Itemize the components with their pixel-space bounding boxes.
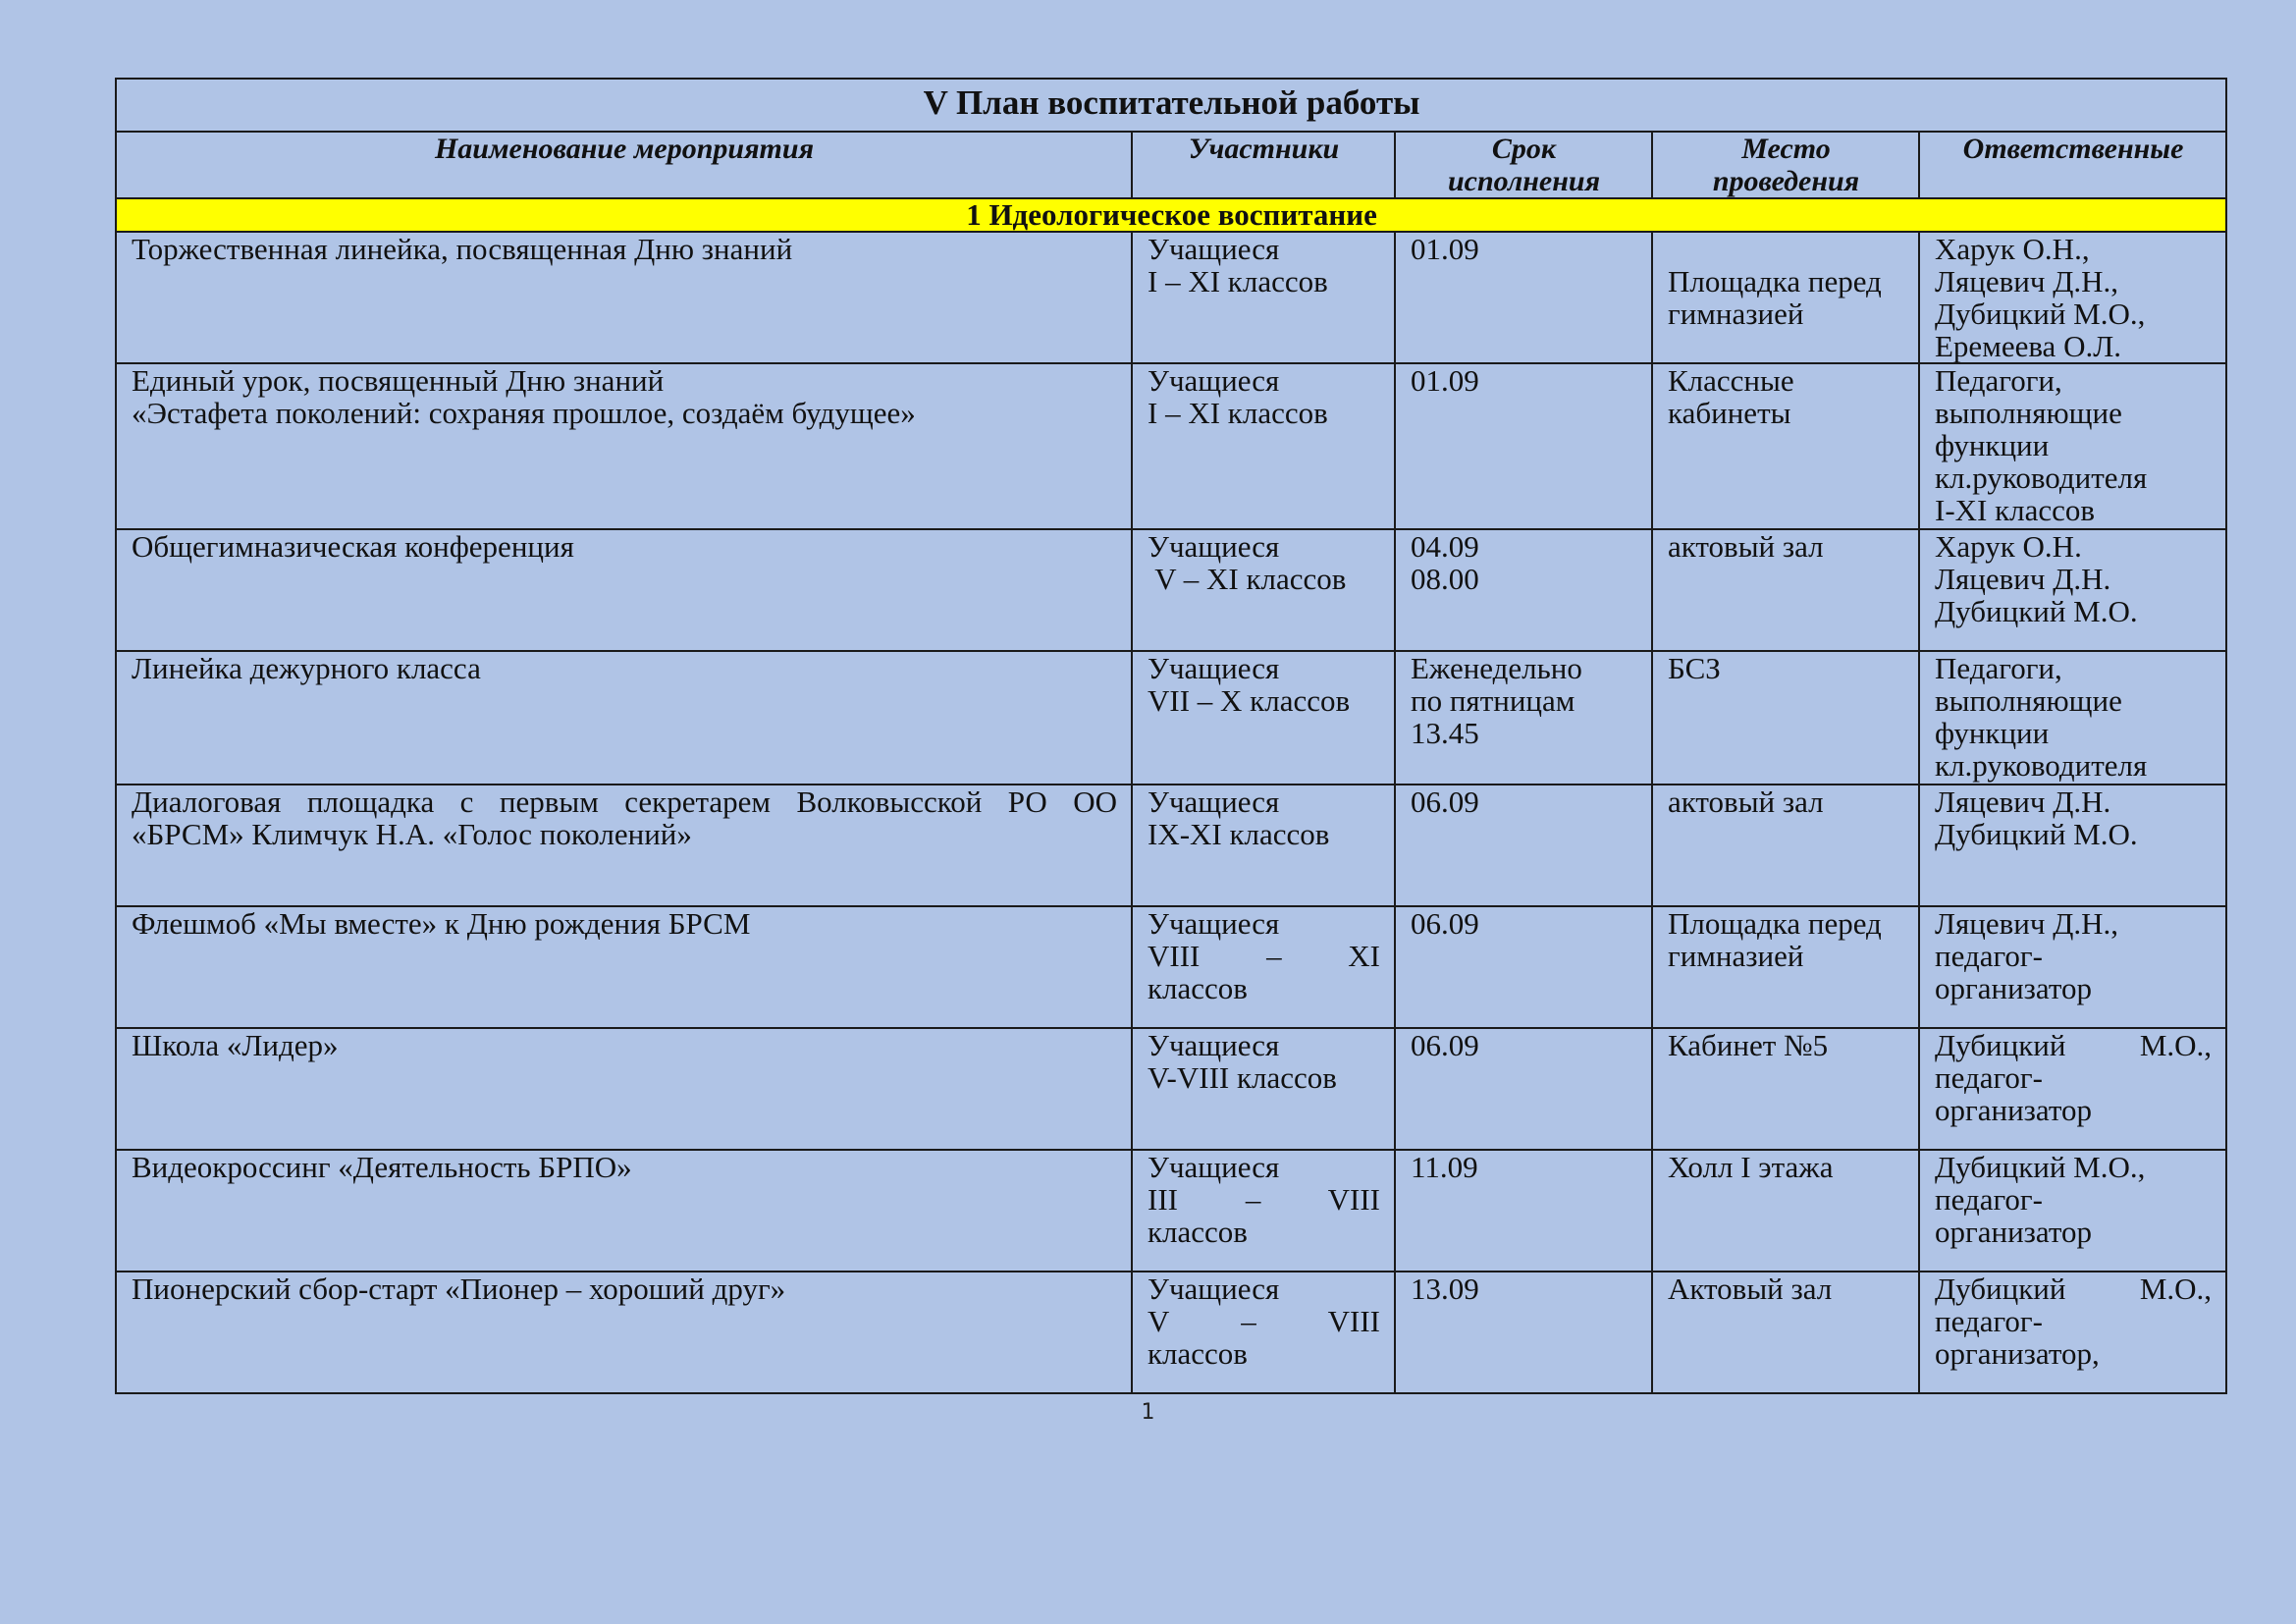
table-row [116, 232, 2226, 363]
place-line: Классные [1668, 363, 1794, 398]
responsible-cell [1919, 1272, 2226, 1393]
header-responsible [1919, 132, 2226, 198]
table-row [116, 1272, 2226, 1393]
participants-line: классов [1148, 1336, 1248, 1371]
deadline-cell [1395, 232, 1652, 363]
responsible-line: Ляцевич Д.Н. [1935, 562, 2111, 596]
event-line: Видеокроссинг «Деятельность БРПО» [132, 1150, 632, 1184]
header-row [116, 132, 2226, 198]
place-cell [1652, 363, 1919, 529]
deadline-line: 06.09 [1411, 906, 1479, 941]
responsible-line: Харук О.Н., [1935, 232, 2090, 266]
place-line: Актовый зал [1668, 1272, 1833, 1306]
responsible-cell [1919, 651, 2226, 785]
event-cell [116, 529, 1132, 651]
place-line: актовый зал [1668, 529, 1824, 564]
header-place [1652, 132, 1919, 198]
event-line: Торжественная линейка, посвященная Дню знаний [132, 232, 793, 266]
event-cell [116, 1028, 1132, 1150]
responsible-line: Дубицкий М.О. [1935, 817, 2138, 851]
event-cell [116, 1272, 1132, 1393]
deadline-line: 08.00 [1411, 562, 1479, 596]
responsible-cell [1919, 232, 2226, 363]
participants-cell [1132, 651, 1395, 785]
responsible-line: педагог- [1935, 1304, 2043, 1338]
deadline-cell [1395, 363, 1652, 529]
responsible-line: организатор [1935, 1093, 2092, 1127]
responsible-line: Педагоги, [1935, 651, 2062, 685]
deadline-cell [1395, 1028, 1652, 1150]
responsible-line: I-XI классов [1935, 493, 2096, 527]
header-participants-text: Участники [1188, 133, 1340, 165]
participants-cell [1132, 785, 1395, 906]
place-line: гимназией [1668, 939, 1804, 973]
header-deadline [1395, 132, 1652, 198]
place-line: БСЗ [1668, 651, 1721, 685]
participants-line: Учащиеся [1148, 785, 1280, 819]
place-line: кабинеты [1668, 396, 1791, 430]
place-line: Площадка перед [1668, 264, 1882, 298]
responsible-line: Дубицкий М.О., [1935, 1272, 2213, 1306]
participants-line: IX-XI классов [1148, 817, 1330, 851]
place-cell [1652, 651, 1919, 785]
responsible-line: функции [1935, 428, 2050, 462]
participants-line: Учащиеся [1148, 232, 1280, 266]
title-row [116, 79, 2226, 132]
section-row [116, 198, 2226, 232]
header-event [116, 132, 1132, 198]
deadline-cell [1395, 785, 1652, 906]
participants-line: Учащиеся [1148, 529, 1280, 564]
table-row [116, 363, 2226, 529]
responsible-line: выполняющие [1935, 396, 2122, 430]
deadline-cell [1395, 529, 1652, 651]
place-cell [1652, 232, 1919, 363]
participants-line: Учащиеся [1148, 363, 1280, 398]
event-cell [116, 785, 1132, 906]
responsible-line: функции [1935, 716, 2050, 750]
responsible-line: кл.руководителя [1935, 748, 2148, 783]
responsible-line: Дубицкий М.О., [1935, 297, 2146, 331]
page-number: 1 [1141, 1400, 1155, 1425]
event-line: Общегимназическая конференция [132, 529, 574, 564]
place-cell [1652, 1272, 1919, 1393]
table-row [116, 906, 2226, 1028]
place-line: Холл I этажа [1668, 1150, 1834, 1184]
responsible-cell [1919, 785, 2226, 906]
participants-line: I – XI классов [1148, 396, 1328, 430]
header-deadline-line: исполнения [1447, 165, 1601, 197]
event-line: «Эстафета поколений: сохраняя прошлое, создаём будущее» [132, 396, 916, 430]
event-line: Линейка дежурного класса [132, 651, 481, 685]
responsible-line: педагог- [1935, 939, 2043, 973]
deadline-cell [1395, 906, 1652, 1028]
responsible-line: Ляцевич Д.Н., [1935, 906, 2118, 941]
responsible-line: Ляцевич Д.Н. [1935, 785, 2111, 819]
header-place-line: проведения [1712, 165, 1860, 197]
responsible-line: кл.руководителя [1935, 460, 2148, 495]
table-row [116, 1028, 2226, 1150]
responsible-line: организатор [1935, 1215, 2092, 1249]
deadline-cell [1395, 651, 1652, 785]
event-line: Единый урок, посвященный Дню знаний [132, 363, 665, 398]
plan-table [115, 78, 2227, 1394]
deadline-line: 11.09 [1411, 1150, 1478, 1184]
deadline-line: 04.09 [1411, 529, 1479, 564]
participants-cell [1132, 363, 1395, 529]
place-line: Площадка перед [1668, 906, 1882, 941]
spacer [1668, 233, 1904, 265]
participants-line: классов [1148, 1215, 1248, 1249]
participants-cell [1132, 1272, 1395, 1393]
participants-line: Учащиеся [1148, 1272, 1280, 1306]
table-row [116, 651, 2226, 785]
place-cell [1652, 1028, 1919, 1150]
place-cell [1652, 1150, 1919, 1272]
header-participants [1132, 132, 1395, 198]
place-cell [1652, 906, 1919, 1028]
place-cell [1652, 529, 1919, 651]
participants-line: Учащиеся [1148, 1150, 1280, 1184]
event-line: Пионерский сбор-старт «Пионер – хороший друг» [132, 1272, 786, 1306]
participants-line: I – XI классов [1148, 264, 1328, 298]
deadline-line: по пятницам [1411, 683, 1575, 718]
deadline-line: Еженедельно [1411, 651, 1582, 685]
event-cell [116, 651, 1132, 785]
responsible-line: организатор [1935, 971, 2092, 1005]
responsible-cell [1919, 1150, 2226, 1272]
deadline-line: 13.45 [1411, 716, 1479, 750]
event-cell [116, 363, 1132, 529]
event-line: Диалоговая площадка с первым секретарем Волковысской РО ОО [132, 785, 1117, 819]
event-cell [116, 906, 1132, 1028]
responsible-line: Ляцевич Д.Н., [1935, 264, 2118, 298]
participants-line: Учащиеся [1148, 651, 1280, 685]
participants-cell [1132, 1150, 1395, 1272]
header-deadline-line: Срок [1491, 133, 1557, 165]
participants-line: классов [1148, 971, 1248, 1005]
deadline-line: 01.09 [1411, 232, 1479, 266]
header-place-line: Место [1741, 133, 1831, 165]
place-line: Кабинет №5 [1668, 1028, 1829, 1062]
responsible-cell [1919, 529, 2226, 651]
responsible-line: Харук О.Н. [1935, 529, 2082, 564]
responsible-line: Дубицкий М.О., [1935, 1150, 2146, 1184]
responsible-line: Педагоги, [1935, 363, 2062, 398]
participants-line: V – XI классов [1148, 562, 1347, 596]
deadline-line: 06.09 [1411, 785, 1479, 819]
responsible-line: педагог- [1935, 1060, 2043, 1095]
responsible-line: выполняющие [1935, 683, 2122, 718]
participants-line: V – VIII [1148, 1304, 1380, 1338]
participants-cell [1132, 529, 1395, 651]
table-row [116, 1150, 2226, 1272]
participants-line: VII – X классов [1148, 683, 1351, 718]
participants-line: Учащиеся [1148, 906, 1280, 941]
responsible-cell [1919, 363, 2226, 529]
responsible-line: Дубицкий М.О. [1935, 594, 2138, 628]
participants-line: III – VIII [1148, 1182, 1380, 1217]
place-cell [1652, 785, 1919, 906]
responsible-line: педагог- [1935, 1182, 2043, 1217]
event-cell [116, 232, 1132, 363]
table-row [116, 529, 2226, 651]
header-event-text: Наименование мероприятия [434, 133, 815, 165]
responsible-cell [1919, 1028, 2226, 1150]
event-line: Школа «Лидер» [132, 1028, 339, 1062]
deadline-cell [1395, 1150, 1652, 1272]
participants-cell [1132, 1028, 1395, 1150]
participants-line: Учащиеся [1148, 1028, 1280, 1062]
table-row [116, 785, 2226, 906]
participants-cell [1132, 232, 1395, 363]
deadline-cell [1395, 1272, 1652, 1393]
responsible-line: Еремеева О.Л. [1935, 329, 2121, 363]
section-heading: 1 Идеологическое воспитание [116, 198, 2226, 232]
place-line: гимназией [1668, 297, 1804, 331]
event-cell [116, 1150, 1132, 1272]
event-line: Флешмоб «Мы вместе» к Дню рождения БРСМ [132, 906, 751, 941]
deadline-line: 01.09 [1411, 363, 1479, 398]
deadline-line: 06.09 [1411, 1028, 1479, 1062]
participants-line: V-VIII классов [1148, 1060, 1337, 1095]
place-line: актовый зал [1668, 785, 1824, 819]
document-title: V План воспитательной работы [116, 79, 2226, 132]
participants-line: VIII – XI [1148, 939, 1380, 973]
participants-cell [1132, 906, 1395, 1028]
event-line: «БРСМ» Климчук Н.А. «Голос поколений» [132, 817, 692, 851]
responsible-line: организатор, [1935, 1336, 2100, 1371]
responsible-line: Дубицкий М.О., [1935, 1028, 2213, 1062]
responsible-cell [1919, 906, 2226, 1028]
deadline-line: 13.09 [1411, 1272, 1479, 1306]
header-responsible-text: Ответственные [1962, 133, 2184, 165]
